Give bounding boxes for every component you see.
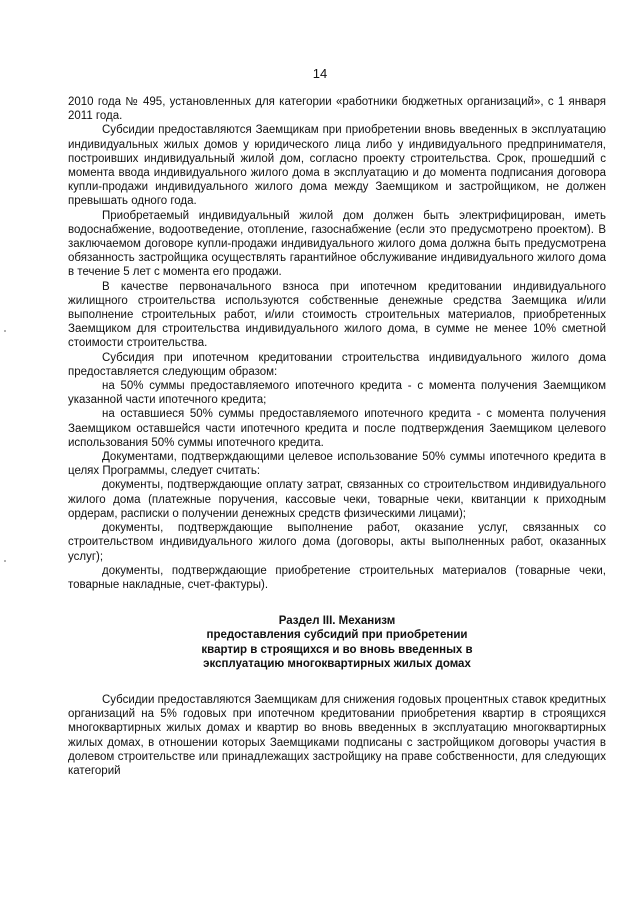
scan-mark (4, 560, 6, 562)
page-number: 14 (312, 66, 328, 81)
paragraph: документы, подтверждающие оплату затрат, связанных со строительством индивидуального жилого дома (платежные поручения, кассовые чеки, товарные чеки, квитанции к приходным ордерам, расписки о получении денежных средств физическими лицами); (68, 479, 606, 520)
paragraph: Субсидия при ипотечном кредитовании строительства индивидуального жилого дома предоставляется следующим образом: (68, 351, 606, 378)
paragraph: Субсидии предоставляются Заемщикам при приобретении вновь введенных в эксплуатацию индивидуальных жилых домов у юридического лица либо у индивидуального предпринимателя, построивших индивидуальный жилой дом, согласно проекту строительства. Срок, прошедший с момента ввода индивидуального жилого дома в эксплуатацию и до момента подписания договора купли-продажи индивидуального жилого дома между Заемщиком и застройщиком, не должен превышать одного года. (68, 124, 606, 208)
section-heading-line: предоставления субсидий при приобретении (206, 629, 468, 642)
section-heading-line: Раздел III. Механизм (278, 615, 396, 628)
paragraph: документы, подтверждающие приобретение строительных материалов (товарные чеки, товарные накладные, счет-фактуры). (68, 564, 606, 591)
paragraph: Субсидии предоставляются Заемщикам для снижения годовых процентных ставок кредитных организаций на 5% годовых при ипотечном кредитовании приобретения квартир в строящихся многоквартирных жилых домах и квартир во вновь введенных в эксплуатацию многоквартирных жилых домах, в отношении которых Заемщиками подписаны с застройщиком договоры участия в долевом строительстве или принадлежащих застройщику на праве собственности, для следующих категорий (68, 693, 606, 777)
paragraph: на оставшиеся 50% суммы предоставляемого ипотечного кредита - с момента получения Заемщиком оставшейся части ипотечного кредита и после подтверждения Заемщиком целевого использования 50% суммы ипотечного кредита. (68, 408, 606, 449)
section-heading (68, 614, 606, 671)
section-heading-line: квартир в строящихся и во вновь введенных в (201, 643, 473, 656)
paragraph: Документами, подтверждающими целевое использование 50% суммы ипотечного кредита в целях Программы, следует считать: (68, 451, 606, 478)
body-text (68, 95, 606, 778)
scan-mark (4, 330, 6, 332)
paragraph: В качестве первоначального взноса при ипотечном кредитовании индивидуального жилищного строительства используются собственные денежные средства Заемщика и/или выполнение строительных работ, и/или стоимость строительных материалов, приобретенных Заемщиком для строительства индивидуального жилого дома, в сумме не менее 10% сметной стоимости строительства. (68, 280, 606, 350)
paragraph: на 50% суммы предоставляемого ипотечного кредита - с момента получения Заемщиком указанной части ипотечного кредита; (68, 380, 606, 407)
paragraph: документы, подтверждающие выполнение работ, оказание услуг, связанных со строительством индивидуального жилого дома (договоры, акты выполненных работ, оказанных услуг); (68, 522, 606, 563)
paragraph: Приобретаемый индивидуальный жилой дом должен быть электрифицирован, иметь водоснабжение, водоотведение, отопление, газоснабжение (если это предусмотрено проектом). В заключаемом договоре купли-продажи индивидуального жилого дома должна быть предусмотрена обязанность застройщика осуществлять гарантийное обслуживание индивидуального жилого дома в течение 5 лет с момента его продажи. (68, 209, 606, 279)
paragraph: 2010 года № 495, установленных для категории «работники бюджетных организаций», с 1 января 2011 года. (68, 96, 606, 123)
section-heading-line: эксплуатацию многоквартирных жилых домах (203, 657, 471, 670)
